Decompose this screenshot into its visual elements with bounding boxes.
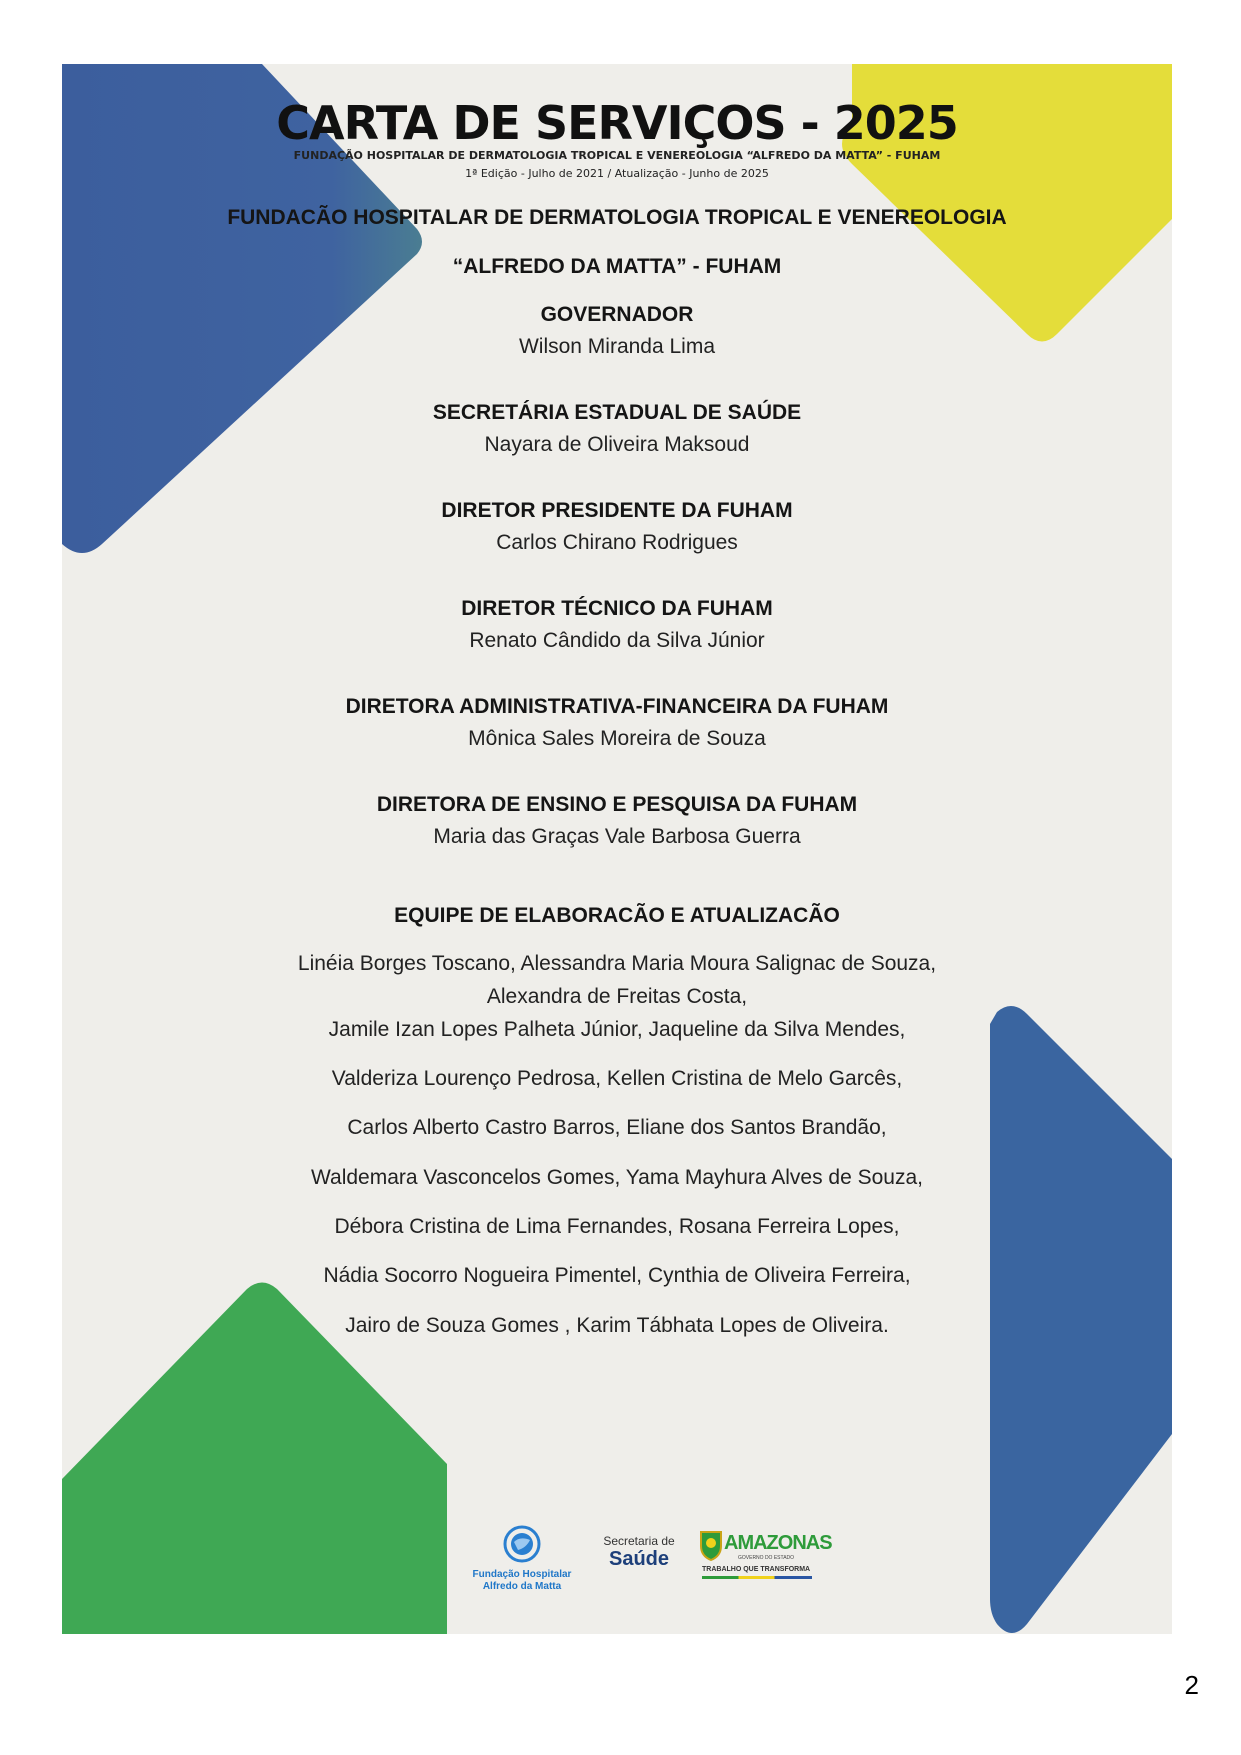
- role-title: DIRETOR PRESIDENTE DA FUHAM: [441, 499, 793, 522]
- page-sheet: [62, 64, 1172, 1634]
- role-technical-director: [62, 593, 1172, 657]
- role-holder: Renato Cândido da Silva Júnior: [469, 629, 765, 652]
- amazonas-logo-name: AMAZONAS: [724, 1532, 832, 1554]
- role-holder: Mônica Sales Moreira de Souza: [468, 727, 766, 750]
- role-admin-finance-director: [62, 691, 1172, 755]
- role-president-director: [62, 495, 1172, 559]
- team-member-line: Carlos Alberto Castro Barros, Eliane dos Santos Brandão,: [347, 1116, 887, 1139]
- team-heading: EQUIPE DE ELABORACÃO E ATUALIZACÃO: [394, 904, 840, 927]
- organization-name: FUNDACÃO HOSPITALAR DE DERMATOLOGIA TROPICAL E VENEREOLOGIA: [227, 206, 1007, 229]
- coat-of-arms-icon: [698, 1528, 724, 1562]
- team-member-line: Nádia Socorro Nogueira Pimentel, Cynthia de Oliveira Ferreira,: [323, 1264, 911, 1287]
- page-number: 2: [1184, 1670, 1199, 1700]
- globe-icon: [500, 1524, 544, 1564]
- role-holder: Maria das Graças Vale Barbosa Guerra: [433, 825, 801, 848]
- role-title: SECRETÁRIA ESTADUAL DE SAÚDE: [432, 401, 802, 424]
- role-title: DIRETORA DE ENSINO E PESQUISA DA FUHAM: [376, 793, 858, 816]
- team-member-line: Linéia Borges Toscano, Alessandra Maria Moura Salignac de Souza,: [297, 952, 937, 975]
- fuham-logo-line2: Alfredo da Matta: [482, 1581, 562, 1592]
- document-title: CARTA DE SERVIÇOS - 2025: [276, 96, 958, 150]
- role-health-secretary: [62, 397, 1172, 461]
- role-title: DIRETORA ADMINISTRATIVA-FINANCEIRA DA FUHAM: [345, 695, 889, 718]
- footer-logos: [62, 1524, 1172, 1604]
- team-member-line: Waldemara Vasconcelos Gomes, Yama Mayhura Alves de Souza,: [310, 1166, 923, 1189]
- saude-logo-line1: Secretaria de: [603, 1534, 675, 1548]
- role-teaching-research-director: [62, 789, 1172, 853]
- organization-short-name: “ALFREDO DA MATTA” - FUHAM: [452, 255, 782, 278]
- fuham-logo-line1: Fundação Hospitalar: [472, 1569, 572, 1580]
- saude-logo-line2: Saúde: [608, 1548, 670, 1570]
- saude-logo: [594, 1534, 684, 1570]
- team-member-line: Jairo de Souza Gomes , Karim Tábhata Lopes de Oliveira.: [345, 1314, 889, 1337]
- edition-line: 1ª Edição - Julho de 2021 / Atualização - Junho de 2025: [465, 167, 769, 180]
- team-member-line: Débora Cristina de Lima Fernandes, Rosana Ferreira Lopes,: [334, 1215, 900, 1238]
- role-holder: Carlos Chirano Rodrigues: [496, 531, 738, 554]
- amazonas-logo-gov: GOVERNO DO ESTADO: [738, 1555, 795, 1561]
- role-holder: Wilson Miranda Lima: [518, 335, 716, 358]
- amazonas-logo-tagline: TRABALHO QUE TRANSFORMA: [702, 1566, 811, 1573]
- fuham-logo: [462, 1524, 582, 1593]
- team-member-line: Alexandra de Freitas Costa,: [486, 985, 748, 1008]
- amazonas-logo-stripe: [702, 1576, 812, 1579]
- team-member-line: Jamile Izan Lopes Palheta Júnior, Jaqueline da Silva Mendes,: [328, 1018, 906, 1041]
- role-holder: Nayara de Oliveira Maksoud: [484, 433, 750, 456]
- role-title: GOVERNADOR: [540, 303, 694, 326]
- role-title: DIRETOR TÉCNICO DA FUHAM: [461, 597, 773, 620]
- role-governor: [62, 299, 1172, 363]
- document-subtitle: FUNDAÇÃO HOSPITALAR DE DERMATOLOGIA TROPICAL E VENEREOLOGIA “ALFREDO DA MATTA” - FUHAM: [293, 149, 941, 162]
- team-member-line: Valderiza Lourenço Pedrosa, Kellen Cristina de Melo Garcês,: [331, 1067, 903, 1090]
